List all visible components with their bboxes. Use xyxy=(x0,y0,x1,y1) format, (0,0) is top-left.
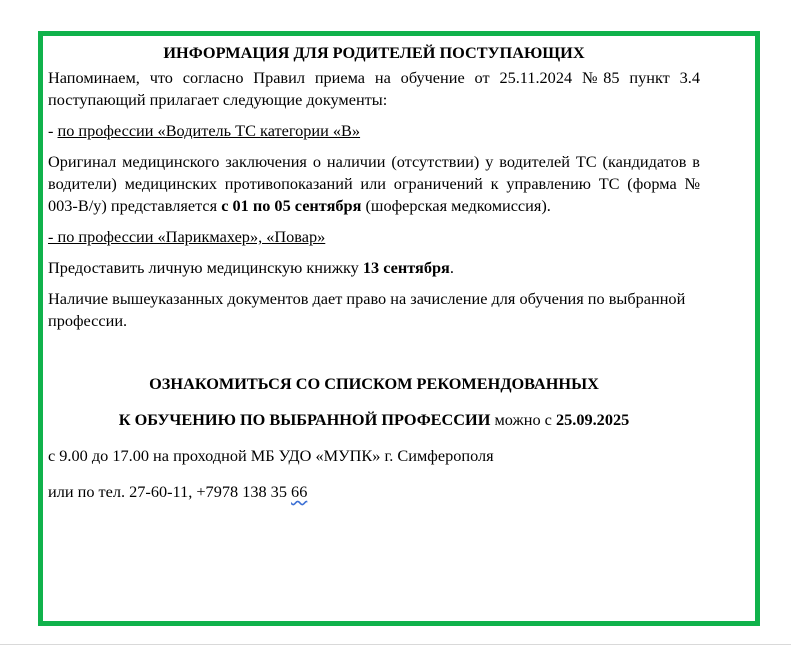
section1-text-before: Оригинал медицинского заключения о наличии (отсутствии) у водителей ТС (кандидатов в водители) медицинских противопоказаний или ограничений к управлению ТС (форма № 003-В/у) представляется xyxy=(48,152,700,215)
list-heading-line2 xyxy=(48,409,700,431)
phone-suffix: 66 xyxy=(291,482,308,501)
section2-text xyxy=(48,257,700,279)
section2-heading xyxy=(48,226,700,248)
section2-heading-text: - по профессии «Парикмахер», «Повар» xyxy=(48,227,326,246)
intro-paragraph: Напоминаем, что согласно Правил приема на обучение от 25.11.2024 №85 пункт 3.4 поступающий прилагает следующие документы: xyxy=(48,68,700,109)
list-heading-line2-normal: можно с xyxy=(490,410,556,429)
notice-paragraph xyxy=(48,288,700,332)
notice-text: Наличие вышеуказанных документов дает право на зачисление для обучения по выбранной профессии. xyxy=(48,289,686,330)
phone-line xyxy=(48,481,700,503)
section2-text-after: . xyxy=(449,258,454,277)
document-body xyxy=(48,38,700,512)
page-title: ИНФОРМАЦИЯ ДЛЯ РОДИТЕЛЕЙ ПОСТУПАЮЩИХ xyxy=(163,43,585,62)
section2-text-before: Предоставить личную медицинскую книжку xyxy=(48,258,363,277)
section1-dates: с 01 по 05 сентября xyxy=(221,196,362,215)
list-heading-line1: ОЗНАКОМИТЬСЯ СО СПИСКОМ РЕКОМЕНДОВАННЫХ xyxy=(149,374,599,393)
section1-heading xyxy=(48,120,700,142)
list-heading-line2-bold: К ОБУЧЕНИЮ ПО ВЫБРАННОЙ ПРОФЕССИИ xyxy=(118,410,491,429)
section1-heading-text: по профессии «Водитель ТС категории «В» xyxy=(57,121,361,140)
list-date: 25.09.2025 xyxy=(555,410,630,429)
page-bottom-divider xyxy=(0,644,791,645)
phone-prefix: или по тел. 27-60-11, +7978 138 35 xyxy=(48,482,292,501)
section2-date: 13 сентября xyxy=(362,258,450,277)
section1-text-after: (шоферская медкомиссия). xyxy=(361,196,551,215)
section1-text xyxy=(48,151,700,217)
time-place-line: с 9.00 до 17.00 на проходной МБ УДО «МУПК» г. Симферополя xyxy=(48,446,494,465)
section1-dash: - xyxy=(48,121,58,140)
